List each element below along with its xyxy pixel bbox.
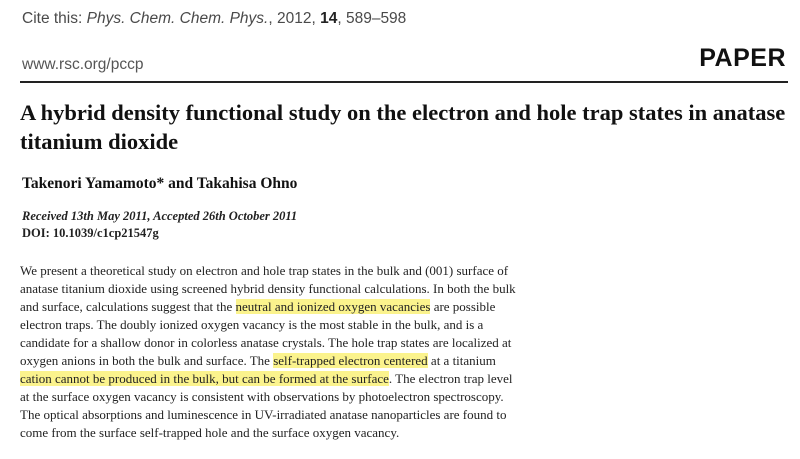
- highlighted-text: cation cannot be produced in the bulk, but can be formed at the surface: [20, 371, 389, 386]
- header-divider: [20, 81, 788, 83]
- article-doi[interactable]: DOI: 10.1039/c1cp21547g: [22, 226, 159, 240]
- article-title: A hybrid density functional study on the electron and hole trap states in anatase titanium dioxide: [20, 100, 786, 154]
- abstract-line: at the surface oxygen vacancy is consistent with observations by photoelectron spectroscopy.: [20, 389, 504, 404]
- article-authors: Takenori Yamamoto* and Takahisa Ohno: [22, 175, 298, 192]
- abstract-line: [20, 298, 626, 316]
- abstract-text: and surface, calculations suggest that the: [20, 299, 236, 314]
- abstract-line: come from the surface self-trapped hole and the surface oxygen vacancy.: [20, 425, 400, 440]
- abstract-text: are possible: [430, 299, 496, 314]
- abstract-line: [20, 352, 626, 370]
- abstract-text: oxygen anions in both the bulk and surface. The: [20, 353, 274, 368]
- highlighted-text: neutral and ionized oxygen vacancies: [235, 299, 431, 314]
- received-dates: Received 13th May 2011, Accepted 26th October 2011: [22, 209, 298, 223]
- abstract-text: at a titanium: [427, 353, 496, 368]
- abstract: [20, 262, 626, 442]
- abstract-line: anatase titanium dioxide using screened hybrid density functional calculations. In both the bulk: [20, 281, 516, 296]
- abstract-line: We present a theoretical study on electron and hole trap states in the bulk and (001) surface of: [20, 263, 509, 278]
- abstract-text: . The electron trap level: [388, 371, 513, 386]
- citation-line: [22, 10, 406, 28]
- cite-volume: 14: [320, 10, 338, 27]
- cite-year: , 2012,: [268, 10, 321, 27]
- cite-prefix: Cite this:: [22, 10, 87, 27]
- cite-pages: , 589–598: [337, 10, 407, 27]
- abstract-line: [20, 370, 626, 388]
- abstract-line: electron traps. The doubly ionized oxygen vacancy is the most stable in the bulk, and is a: [20, 317, 484, 332]
- abstract-line: candidate for a shallow donor in colorless anatase crystals. The hole trap states are localized at: [20, 335, 512, 350]
- journal-url[interactable]: www.rsc.org/pccp: [22, 56, 144, 73]
- paper-label: PAPER: [699, 44, 786, 72]
- journal-name: Phys. Chem. Chem. Phys.: [86, 10, 269, 27]
- highlighted-text: self-trapped electron centered: [273, 353, 428, 368]
- abstract-line: The optical absorptions and luminescence in UV-irradiated anatase nanoparticles are found to: [20, 407, 507, 422]
